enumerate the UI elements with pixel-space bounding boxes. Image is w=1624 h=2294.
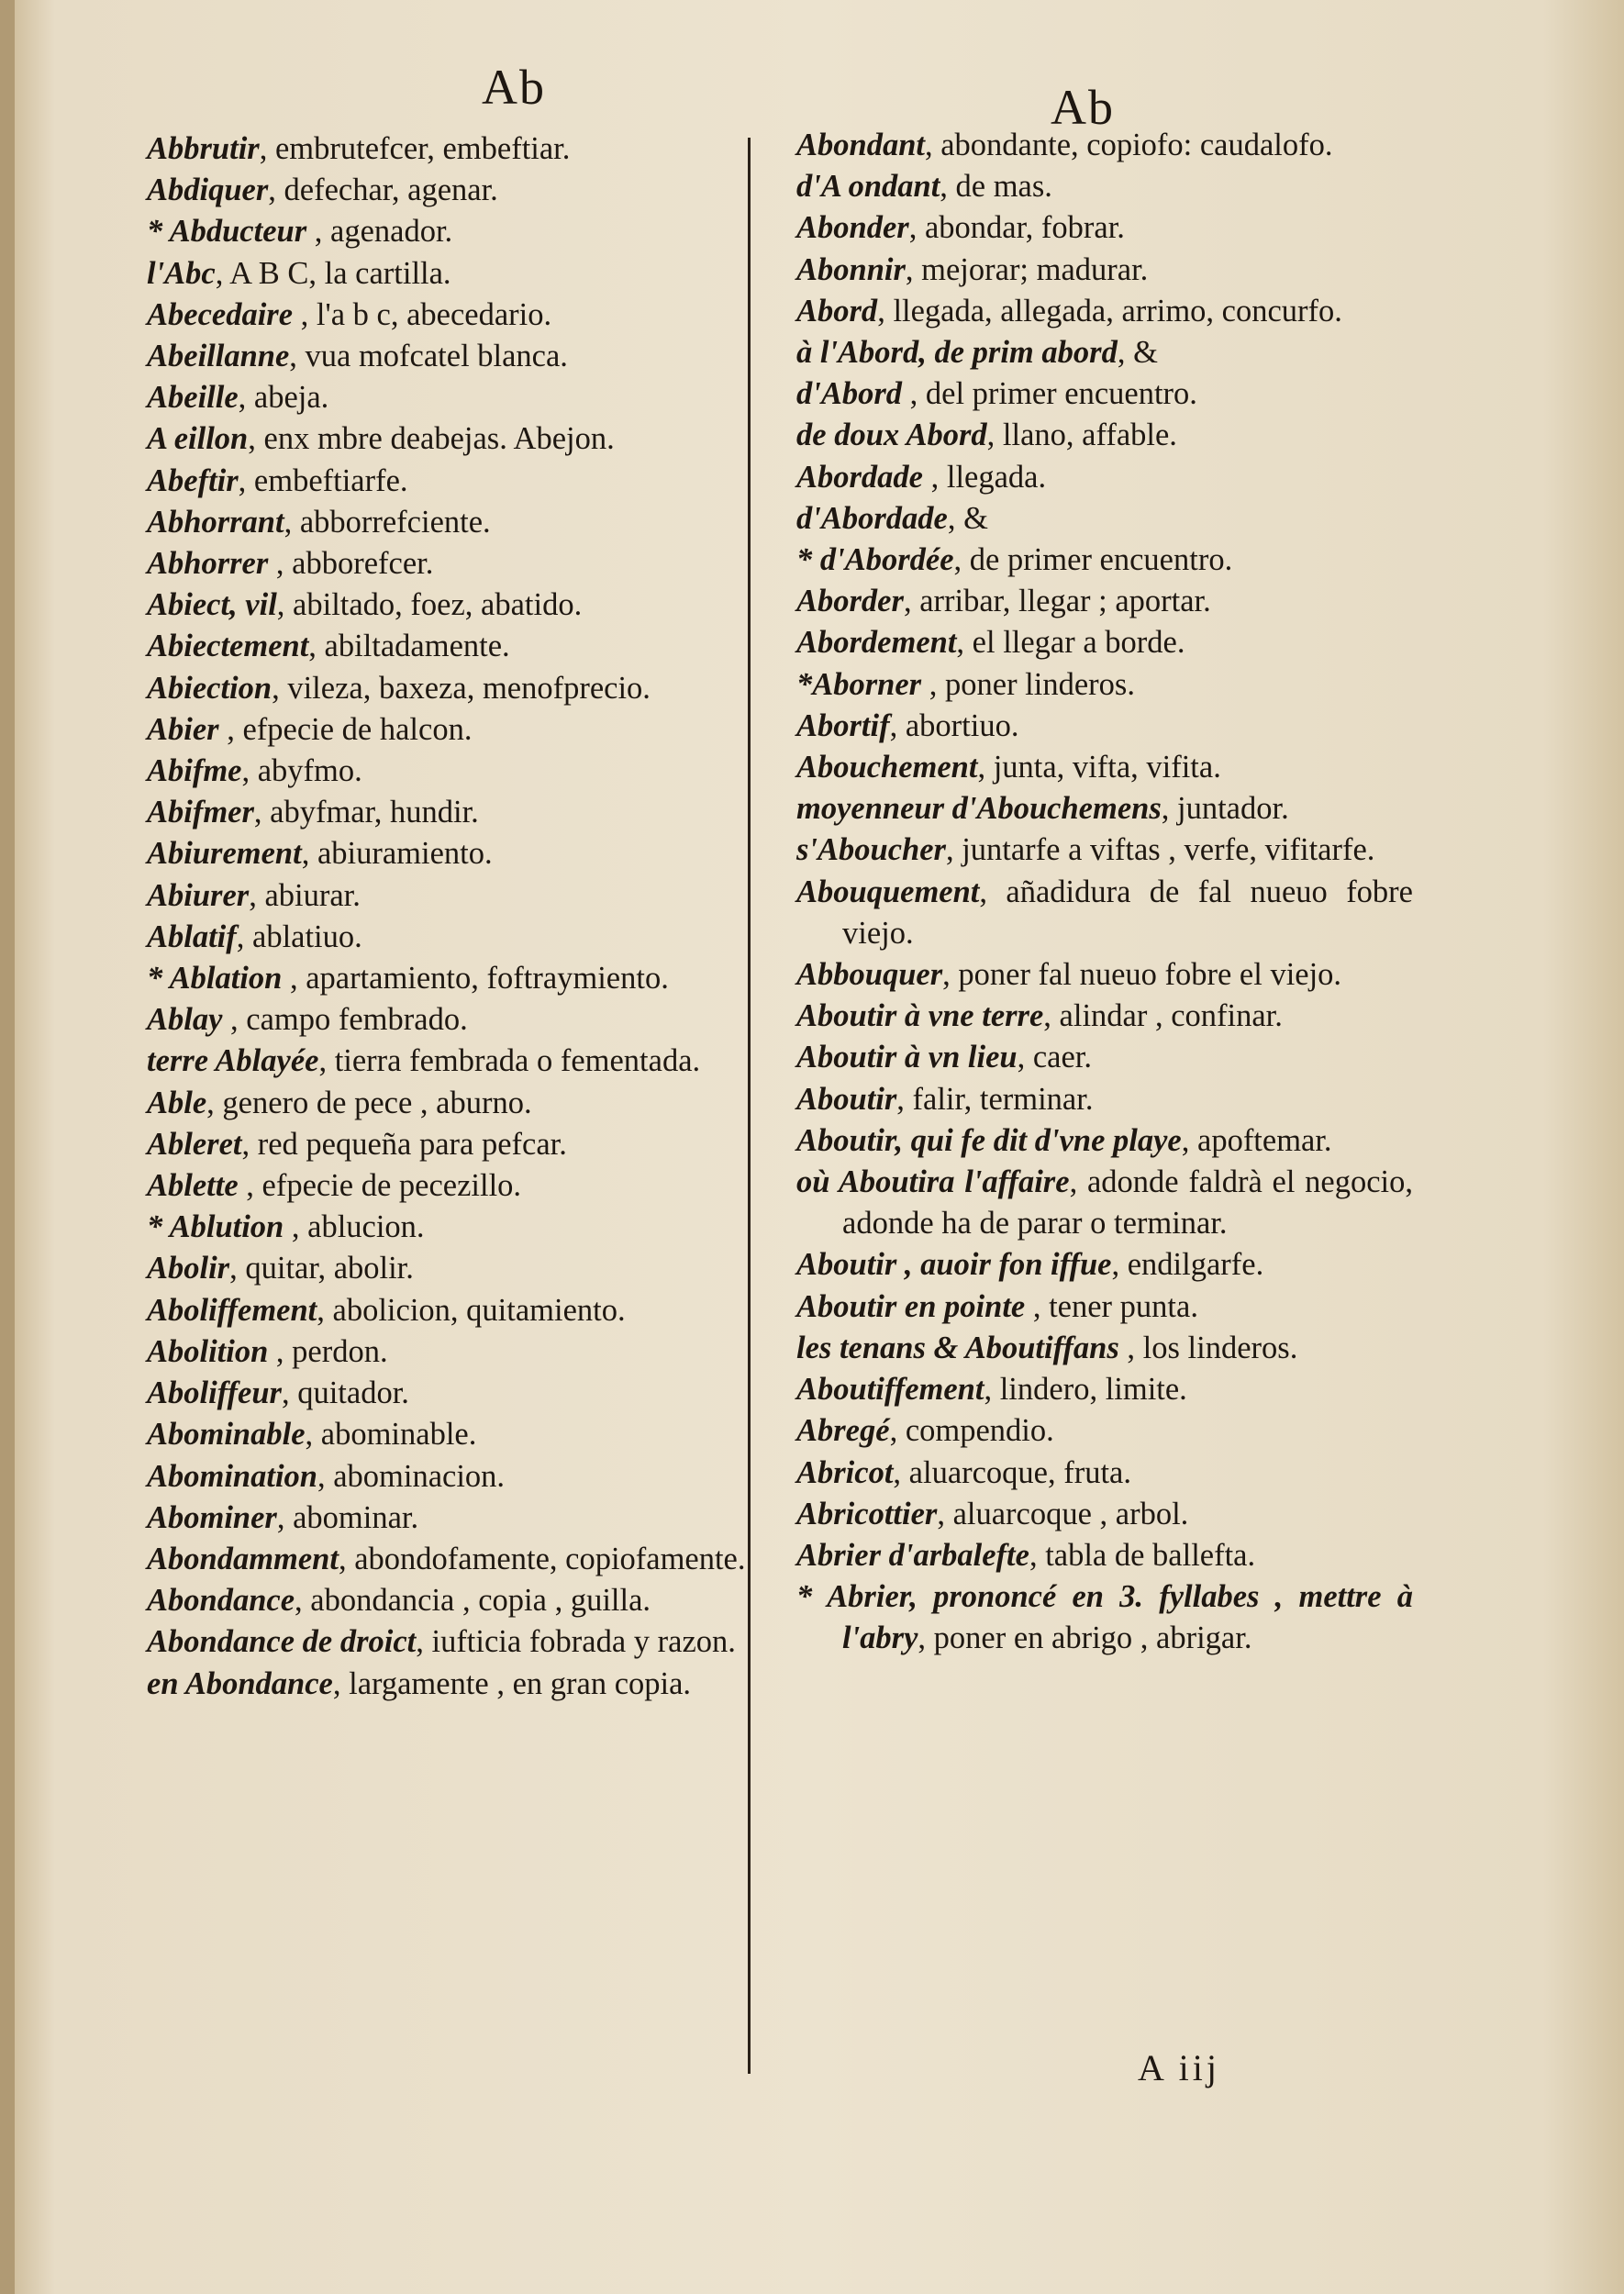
dictionary-entry (147, 833, 763, 874)
dictionary-entry (796, 830, 1413, 871)
entry-headword: Abonnir (796, 251, 906, 287)
dictionary-entry (147, 668, 763, 709)
entry-definition: , iufticia fobrada y razon. (416, 1624, 736, 1660)
dictionary-entry (796, 996, 1413, 1037)
dictionary-entry (147, 958, 763, 999)
signature-mark: A iij (1138, 2047, 1221, 2088)
dictionary-entry (147, 1539, 763, 1580)
entry-definition: , red pequeña para pefcar. (241, 1126, 567, 1162)
entry-definition: , & (1117, 335, 1158, 371)
entry-headword: Ableret (147, 1126, 242, 1162)
entry-headword: Abbouquer (796, 957, 943, 993)
entry-headword: Aborder (796, 584, 904, 619)
entry-headword: Abonder (796, 210, 909, 246)
entry-headword: Aboutir (796, 1081, 897, 1117)
entry-definition: , compendio. (889, 1413, 1054, 1449)
entry-definition: , endilgarfe. (1111, 1247, 1264, 1283)
entry-headword: Abdiquer (147, 173, 269, 208)
entry-definition: , abondancia , copia , guilla. (295, 1583, 651, 1619)
entry-definition: , caer. (1017, 1040, 1092, 1075)
dictionary-entry (147, 1165, 763, 1207)
dictionary-entry (796, 1244, 1413, 1286)
entry-headword: d'Abordade (796, 500, 948, 536)
entry-headword: Abolition (147, 1333, 269, 1369)
entry-definition: , tierra fembrada o fementada. (318, 1043, 701, 1079)
dictionary-entry (796, 1286, 1413, 1328)
dictionary-entry (147, 418, 763, 460)
entry-headword: à l'Abord, de prim abord (796, 335, 1118, 371)
entry-definition: , abondante, copiofo: caudalofo. (924, 128, 1333, 162)
dictionary-entry (796, 1162, 1413, 1244)
entry-definition: , de primer encuentro. (953, 542, 1233, 578)
entry-headword: Abondance de droict (147, 1624, 417, 1660)
dictionary-entry (796, 332, 1413, 373)
entry-definition: , llano, affable. (986, 418, 1177, 453)
dictionary-entry (147, 1248, 763, 1289)
entry-definition: , alindar , confinar. (1043, 998, 1283, 1034)
entry-headword: Aboutir , auoir fon iffue (796, 1247, 1112, 1283)
entry-headword: d'A ondant (796, 169, 940, 205)
entry-headword: s'Aboucher (796, 832, 946, 868)
entry-headword: Abortif (796, 707, 890, 743)
entry-headword: Abrier d'arbalefte (796, 1537, 1029, 1573)
entry-definition: , tabla de ballefta. (1029, 1537, 1256, 1573)
entry-definition: , apoftemar. (1181, 1122, 1332, 1158)
entry-definition: , tener punta. (1025, 1288, 1198, 1324)
entry-definition: , junta, vifta, vifita. (977, 750, 1221, 785)
entry-definition: , poner linderos. (921, 666, 1135, 702)
entry-definition: , abondofamente, copiofamente. (338, 1541, 746, 1576)
entry-headword: l'Abc (147, 255, 216, 291)
dictionary-entry (147, 999, 763, 1041)
right-column (796, 125, 1413, 1660)
entry-definition: , abominar. (276, 1499, 419, 1535)
entry-headword: * Abrier, prononcé en 3. fyllabes , mettre à l'abry (796, 1579, 1413, 1656)
entry-headword: Abordade (796, 459, 923, 495)
entry-headword: Aboutir, qui fe dit d'vne playe (796, 1122, 1182, 1158)
entry-definition: , apartamiento, foftraymiento. (282, 961, 669, 997)
dictionary-entry (147, 1456, 763, 1498)
dictionary-entry (147, 1290, 763, 1331)
entry-headword: moyenneur d'Abouchemens (796, 791, 1162, 827)
entry-headword: * Ablution (147, 1209, 284, 1245)
entry-headword: Ablay (147, 1002, 223, 1038)
dictionary-entry (147, 751, 763, 792)
dictionary-entry (796, 1535, 1413, 1576)
entry-headword: Abiurer (147, 877, 250, 913)
entry-headword: où Aboutira l'affaire (796, 1164, 1070, 1200)
entry-definition: , abominacion. (317, 1458, 506, 1494)
entry-definition: , arribar, llegar ; aportar. (903, 584, 1211, 619)
entry-definition: , abortiuo. (889, 707, 1019, 743)
dictionary-entry (796, 1369, 1413, 1410)
dictionary-entry (796, 207, 1413, 249)
entry-headword: Aboutiffement (796, 1372, 984, 1408)
entry-definition: , embeftiarfe. (238, 462, 408, 498)
entry-definition: , los linderos. (1118, 1330, 1298, 1365)
dictionary-entry (796, 954, 1413, 996)
entry-definition: , vua mofcatel blanca. (289, 339, 568, 374)
dictionary-entry (796, 250, 1413, 291)
page-edge (0, 0, 15, 2294)
entry-definition: , aluarcoque , arbol. (937, 1496, 1189, 1531)
entry-headword: Aboutir à vne terre (796, 998, 1044, 1034)
entry-headword: *Aborner (796, 666, 922, 702)
entry-headword: Abeftir (147, 462, 239, 498)
entry-definition: , abiuramiento. (301, 836, 493, 872)
dictionary-entry (796, 125, 1413, 166)
entry-headword: Aboliffement (147, 1292, 317, 1328)
dictionary-entry (147, 1580, 763, 1621)
dictionary-entry (796, 498, 1413, 540)
entry-definition: , largamente , en gran copia. (332, 1665, 692, 1701)
entry-headword: Abomination (147, 1458, 317, 1494)
entry-headword: Abeillanne (147, 339, 290, 374)
dictionary-entry (147, 917, 763, 958)
dictionary-entry (796, 540, 1413, 581)
entry-headword: Abiection (147, 670, 273, 706)
dictionary-entry (147, 295, 763, 336)
dictionary-entry (796, 1494, 1413, 1535)
entry-definition: , abborrefciente. (284, 504, 491, 540)
entry-definition: , falir, terminar. (896, 1081, 1094, 1117)
entry-headword: Abolir (147, 1251, 230, 1286)
entry-definition: , lindero, limite. (984, 1372, 1187, 1408)
entry-definition: , de mas. (940, 169, 1052, 205)
dictionary-entry (796, 415, 1413, 456)
entry-definition: , abyfmar, hundir. (253, 795, 479, 830)
entry-definition: , l'a b c, abecedario. (293, 296, 552, 332)
entry-headword: Abondamment (147, 1541, 339, 1576)
entry-headword: Abifmer (147, 795, 254, 830)
entry-headword: Abhorrant (147, 504, 284, 540)
entry-headword: Abiectement (147, 629, 309, 664)
entry-definition: , llegada. (923, 459, 1047, 495)
dictionary-entry (796, 788, 1413, 830)
left-column (147, 128, 763, 1705)
dictionary-entry (147, 1664, 763, 1705)
entry-definition: , abondar, fobrar. (908, 210, 1125, 246)
dictionary-entry (147, 336, 763, 377)
entry-definition: , ablatiuo. (236, 919, 362, 954)
entry-headword: Abondance (147, 1583, 295, 1619)
dictionary-entry (796, 1079, 1413, 1120)
entry-headword: Aboliffeur (147, 1375, 282, 1411)
dictionary-entry (147, 211, 763, 252)
entry-definition: , juntarfe a viftas , verfe, vifitarfe. (945, 832, 1375, 868)
dictionary-entry (796, 664, 1413, 706)
dictionary-entry (796, 373, 1413, 415)
dictionary-entry (147, 792, 763, 833)
entry-definition: , el llegar a borde. (956, 625, 1185, 661)
dictionary-entry (147, 1124, 763, 1165)
entry-definition: , del primer encuentro. (902, 376, 1197, 412)
dictionary-entry (147, 875, 763, 917)
entry-definition: , ablucion. (284, 1209, 425, 1245)
entry-headword: Aboutir à vn lieu (796, 1040, 1018, 1075)
dictionary-entry (147, 1041, 763, 1082)
entry-headword: Abondant (796, 128, 925, 162)
entry-headword: Abifme (147, 753, 242, 789)
dictionary-entry (147, 1621, 763, 1663)
dictionary-entry (796, 291, 1413, 332)
entry-headword: Abiect, vil (147, 587, 277, 623)
entry-definition: , campo fembrado. (222, 1002, 468, 1038)
entry-definition: , mejorar; madurar. (905, 251, 1149, 287)
running-head-right: Ab (1051, 80, 1115, 135)
entry-definition: , agenador. (306, 214, 453, 250)
entry-headword: Abouchement (796, 750, 978, 785)
dictionary-entry (147, 170, 763, 211)
entry-headword: Abeille (147, 380, 239, 416)
dictionary-entry (796, 706, 1413, 747)
entry-headword: * Ablation (147, 961, 283, 997)
dictionary-entry (796, 1037, 1413, 1078)
dictionary-entry (796, 457, 1413, 498)
entry-definition: , adonde faldrà el negocio, adonde ha de parar o terminar. (842, 1164, 1413, 1242)
entry-definition: , abeja. (238, 380, 329, 416)
entry-headword: Abricot (796, 1454, 894, 1490)
entry-headword: Abouquement (796, 874, 980, 909)
entry-headword: Able (147, 1085, 207, 1120)
dictionary-entry (796, 166, 1413, 207)
entry-definition: , poner en abrigo , abrigar. (918, 1620, 1252, 1656)
entry-definition: , perdon. (268, 1333, 388, 1369)
entry-headword: Abominer (147, 1499, 277, 1535)
dictionary-entry (796, 1120, 1413, 1162)
entry-definition: , embrutefcer, embeftiar. (259, 131, 571, 166)
dictionary-entry (796, 1453, 1413, 1494)
entry-definition: , abominable. (305, 1417, 477, 1453)
dictionary-entry (147, 1414, 763, 1455)
dictionary-entry (147, 377, 763, 418)
dictionary-entry (147, 461, 763, 502)
entry-headword: de doux Abord (796, 418, 987, 453)
entry-headword: en Abondance (147, 1665, 333, 1701)
dictionary-entry (796, 581, 1413, 622)
dictionary-entry (147, 1498, 763, 1539)
entry-headword: Abier (147, 711, 219, 747)
entry-headword: * Abducteur (147, 214, 307, 250)
entry-headword: * d'Abordée (796, 542, 954, 578)
entry-definition: , abiltadamente. (308, 629, 510, 664)
dictionary-entry (796, 872, 1413, 954)
entry-definition: , vileza, baxeza, menofprecio. (272, 670, 651, 706)
entry-headword: Abregé (796, 1413, 890, 1449)
dictionary-entry (796, 1576, 1413, 1659)
entry-headword: Abecedaire (147, 296, 294, 332)
entry-definition: , efpecie de pecezillo. (238, 1168, 522, 1204)
entry-headword: Abbrutir (147, 131, 260, 166)
entry-definition: , defechar, agenar. (268, 173, 498, 208)
column-rule (748, 138, 751, 2074)
dictionary-entry (147, 1083, 763, 1124)
entry-headword: terre Ablayée (147, 1043, 319, 1079)
entry-definition: , abiltado, foez, abatido. (276, 587, 583, 623)
dictionary-entry (796, 747, 1413, 788)
entry-definition: , añadidura de fal nueuo fobre viejo. (842, 874, 1413, 951)
dictionary-entry (147, 1207, 763, 1248)
dictionary-entry (796, 1328, 1413, 1369)
entry-headword: Ablatif (147, 919, 237, 954)
entry-definition: , abiurar. (249, 877, 361, 913)
entry-headword: Abricottier (796, 1496, 938, 1531)
dictionary-entry (147, 128, 763, 170)
entry-definition: , quitar, abolir. (229, 1251, 414, 1286)
entry-definition: , enx mbre deabejas. Abejon. (248, 421, 615, 457)
entry-headword: Ablette (147, 1168, 239, 1204)
entry-definition: , efpecie de halcon. (218, 711, 473, 747)
entry-definition: , A B C, la cartilla. (215, 255, 451, 291)
entry-definition: , quitador. (281, 1375, 409, 1411)
entry-definition: , aluarcoque, fruta. (893, 1454, 1131, 1490)
entry-definition: , abolicion, quitamiento. (317, 1292, 626, 1328)
entry-definition: , poner fal nueuo fobre el viejo. (942, 957, 1342, 993)
entry-headword: Abhorrer (147, 546, 269, 582)
entry-headword: les tenans & Aboutiffans (796, 1330, 1119, 1365)
entry-headword: Abiurement (147, 836, 302, 872)
dictionary-entry (147, 1373, 763, 1414)
dictionary-entry (796, 622, 1413, 663)
entry-headword: Abordement (796, 625, 957, 661)
entry-definition: , llegada, allegada, arrimo, concurfo. (877, 293, 1342, 329)
entry-definition: , abborefcer. (268, 546, 434, 582)
dictionary-entry (147, 709, 763, 751)
entry-headword: Abominable (147, 1417, 306, 1453)
entry-headword: Aboutir en pointe (796, 1288, 1026, 1324)
entry-definition: , abyfmo. (241, 753, 362, 789)
entry-headword: d'Abord (796, 376, 903, 412)
dictionary-entry (796, 1410, 1413, 1452)
entry-definition: , & (947, 500, 988, 536)
entry-headword: A eillon (147, 421, 249, 457)
entry-definition: , juntador. (1161, 791, 1289, 827)
dictionary-entry (147, 253, 763, 295)
running-head-left: Ab (482, 60, 546, 115)
dictionary-entry (147, 1331, 763, 1373)
dictionary-entry (147, 626, 763, 667)
dictionary-entry (147, 585, 763, 626)
entry-headword: Abord (796, 293, 878, 329)
entry-definition: , genero de pece , aburno. (206, 1085, 532, 1120)
dictionary-entry (147, 502, 763, 543)
dictionary-entry (147, 543, 763, 585)
